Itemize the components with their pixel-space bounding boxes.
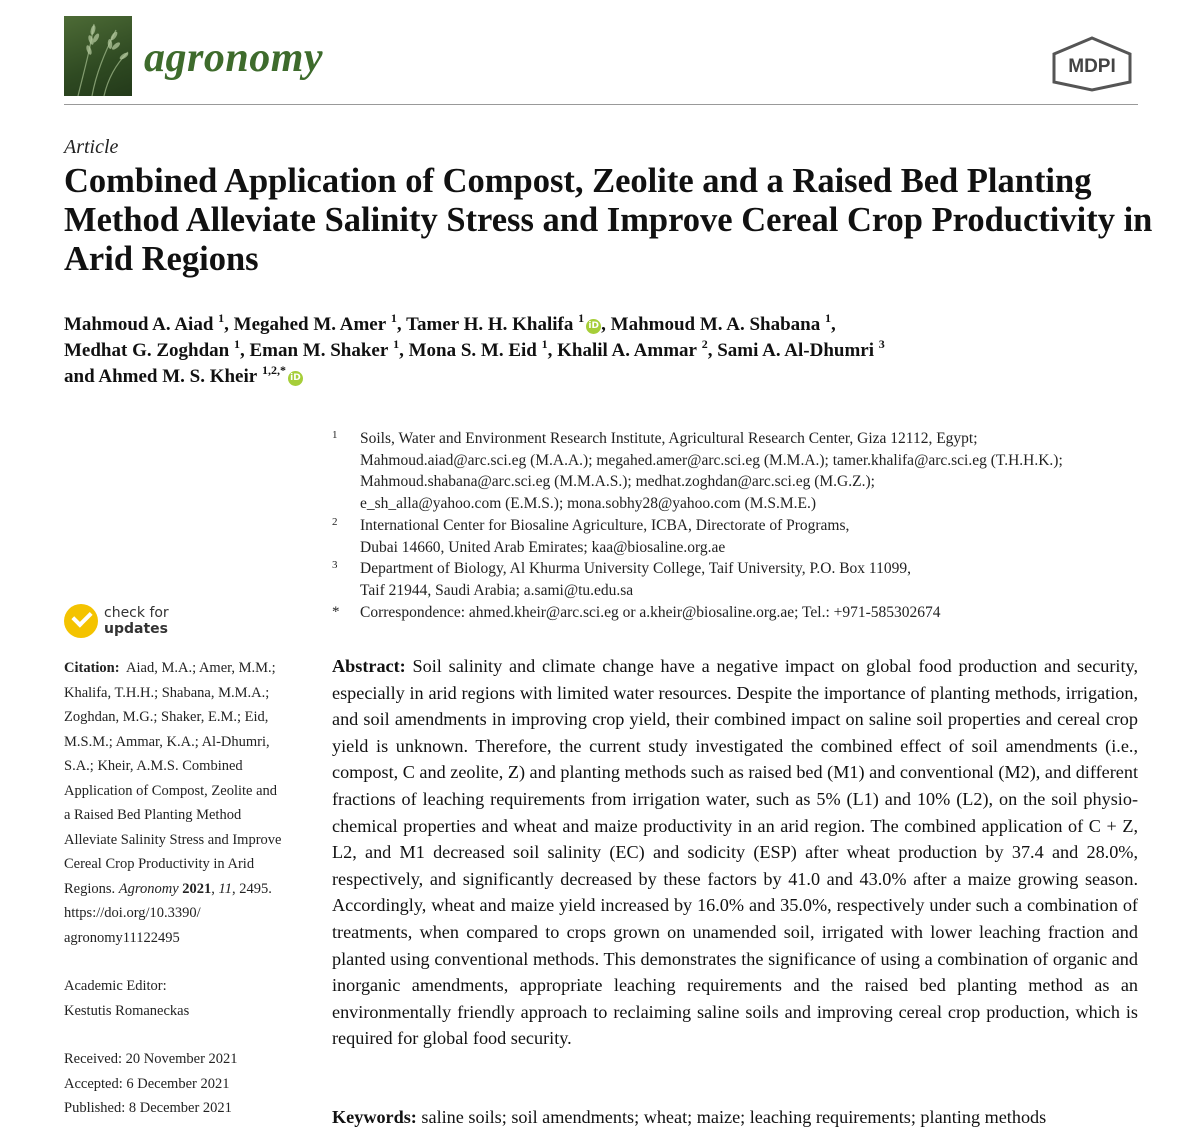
- citation-journal: Agronomy: [118, 880, 179, 897]
- keywords-text: saline soils; soil amendments; wheat; maize; leaching requirements; planting methods: [421, 1107, 1047, 1127]
- orcid-icon[interactable]: iD: [586, 319, 601, 334]
- check-updates-label-bold: updates: [104, 621, 168, 637]
- separator: ,: [224, 314, 234, 335]
- author-name[interactable]: Mona S. M. Eid: [408, 340, 537, 361]
- author-line: [64, 364, 1144, 390]
- affiliation-1: [332, 428, 1162, 515]
- check-updates-label: check for: [104, 605, 169, 621]
- author-name[interactable]: Ahmed M. S. Kheir: [98, 366, 258, 387]
- author-name[interactable]: Sami A. Al-Dhumri: [717, 340, 874, 361]
- citation-line: Regions. Agronomy 2021, 11, 2495.: [64, 880, 272, 897]
- spacer: [64, 1023, 314, 1047]
- separator: ,: [399, 340, 409, 361]
- affiliation-2: [332, 515, 1162, 558]
- accepted-date: Accepted: 6 December 2021: [64, 1075, 230, 1092]
- citation-line: a Raised Bed Planting Method: [64, 807, 242, 823]
- published-date: Published: 8 December 2021: [64, 1100, 232, 1116]
- affiliation-text: International Center for Biosaline Agriculture, ICBA, Directorate of Programs,: [360, 516, 850, 534]
- affiliation-mark: 1: [578, 311, 585, 325]
- citation-text: Regions.: [64, 880, 119, 897]
- affiliation-mark: 3: [878, 337, 885, 351]
- received-date: Received: 20 November 2021: [64, 1051, 238, 1067]
- separator: ,: [547, 340, 558, 361]
- header-divider: [64, 104, 1138, 105]
- author-name[interactable]: Megahed M. Amer: [233, 314, 387, 335]
- affiliation-emails[interactable]: e_sh_alla@yahoo.com (E.M.S.); mona.sobhy28@yahoo.com (M.S.M.E.): [360, 495, 817, 513]
- citation-text: Aiad, M.A.; Amer, M.M.;: [126, 660, 276, 676]
- author-name[interactable]: Mahmoud M. A. Shabana: [610, 314, 821, 335]
- author-name[interactable]: Mahmoud A. Aiad: [64, 314, 214, 335]
- author-line: [64, 338, 1144, 364]
- citation-label: Citation:: [64, 660, 120, 676]
- affiliation-mark: 2: [701, 337, 708, 351]
- keywords-label: Keywords:: [332, 1107, 417, 1127]
- separator: ,: [830, 314, 836, 335]
- affiliation-text: Soils, Water and Environment Research Institute, Agricultural Research Center, Giza 12112, Egypt;: [360, 430, 978, 447]
- affiliation-emails[interactable]: Taif 21944, Saudi Arabia; a.sami@tu.edu.sa: [360, 581, 634, 599]
- separator: ,: [239, 340, 250, 361]
- citation-line: S.A.; Kheir, A.M.S. Combined: [64, 758, 243, 774]
- author-name[interactable]: Khalil A. Ammar: [557, 340, 697, 361]
- article-type: Article: [64, 136, 119, 158]
- citation-line: [64, 656, 314, 681]
- affiliation-mark: 1: [390, 311, 397, 325]
- author-list: [64, 312, 1144, 390]
- abstract-text: Soil salinity and climate change have a negative impact on global food production and security, especially in arid regions with limited water resources. Despite the importance of planting methods, irrigation, and soil amendments in improving crop yield, their combined impact on saline soil properties and cereal crop yield is unknown. Therefore, the current study investigated the combined effect of soil amendments (i.e., compost, C and zeolite, Z) and planting methods such as raised bed (M1) and conventional (M2), and different fractions of leaching requirements from irrigation water, such as 5% (L1) and 10% (L2), on the soil physio-chemical properties and wheat and maize productivity in an arid region. The combined application of C + Z, L2, and M1 decreased soil salinity (EC) and sodicity (ESP) after wheat production by 37.4 and 28.0%, respectively, and significantly decreased by these factors by 41.0 and 43.0% after a maize growing season. Accordingly, wheat and maize yield increased by 16.0% and 35.0%, respectively under such a combination of treatments, when compared to crops grown on unamended soil, irrigated with lower leaching fraction and planted using conventional methods. This demonstrates the significance of using a combination of organic and inorganic amendments, appropriate leaching requirements and the raised bed planting method as an environmentally friendly approach to reclaiming saline soils and improving cereal crop production, which is required for global food security.: [332, 656, 1138, 1049]
- correspondence-mark: *: [332, 603, 340, 620]
- affiliation-emails[interactable]: Mahmoud.shabana@arc.sci.eg (M.M.A.S.); medhat.zoghdan@arc.sci.eg (M.G.Z.);: [360, 473, 875, 491]
- correspondence-text[interactable]: Correspondence: ahmed.kheir@arc.sci.eg or a.kheir@biosaline.org.ae; Tel.: +971-585302674: [360, 603, 941, 621]
- author-line: [64, 312, 1144, 338]
- separator: ,: [601, 314, 611, 335]
- author-prefix: and: [64, 366, 99, 387]
- affiliation-emails[interactable]: Dubai 14660, United Arab Emirates; kaa@biosaline.org.ae: [360, 538, 726, 556]
- affiliation-mark: 1: [393, 337, 400, 351]
- correspondence: [332, 602, 1162, 624]
- author-name[interactable]: Eman M. Shaker: [249, 340, 389, 361]
- affiliation-mark: 1,2,*: [261, 363, 286, 377]
- affiliation-text: Department of Biology, Al Khurma University College, Taif University, P.O. Box 11099,: [360, 560, 911, 578]
- check-for-updates-button[interactable]: [64, 604, 204, 640]
- citation-line: Alleviate Salinity Stress and Improve: [64, 831, 282, 848]
- separator: ,: [707, 340, 718, 361]
- citation-line: Zoghdan, M.G.; Shaker, E.M.; Eid,: [64, 709, 269, 725]
- citation-line: Application of Compost, Zeolite and: [64, 782, 278, 799]
- affiliation-emails[interactable]: Mahmoud.aiad@arc.sci.eg (M.A.A.); megahed.amer@arc.sci.eg (M.M.A.); tamer.khalifa@arc.sci.eg (T.H.H.K.);: [360, 451, 1063, 469]
- author-name[interactable]: Medhat G. Zoghdan: [64, 340, 230, 361]
- citation-pages: , 2495.: [231, 880, 272, 897]
- doi-link[interactable]: https://doi.org/10.3390/: [64, 905, 201, 921]
- citation-volume: 11: [218, 880, 232, 897]
- affiliation-number: 1: [332, 429, 338, 441]
- affiliation-number: 2: [332, 515, 338, 528]
- publisher-logo[interactable]: [1046, 36, 1138, 92]
- affiliation-mark: 1: [233, 337, 240, 351]
- keywords: [332, 1104, 1152, 1130]
- article-title: Combined Application of Compost, Zeolite and a Raised Bed Planting Method Alleviate Salinity Stress and Improve Cereal Crop Productivity in Arid Regions: [64, 162, 1153, 278]
- affiliation-mark: 1: [218, 311, 225, 325]
- affiliation-mark: 1: [541, 337, 548, 351]
- publisher-name: MDPI: [1068, 56, 1116, 77]
- affiliation-number: 3: [332, 559, 338, 572]
- journal-logo: [64, 16, 132, 96]
- affiliation-3: [332, 558, 1162, 601]
- editor-name: Kestutis Romaneckas: [64, 1002, 190, 1019]
- doi-link[interactable]: agronomy11122495: [64, 929, 180, 946]
- orcid-icon[interactable]: iD: [288, 371, 303, 386]
- author-name[interactable]: Tamer H. H. Khalifa: [406, 314, 574, 335]
- checkmark-icon: [64, 604, 98, 638]
- spacer: [64, 950, 314, 974]
- sidebar: [64, 656, 314, 1121]
- citation-line: Cereal Crop Productivity in Arid: [64, 856, 255, 872]
- abstract-label: Abstract:: [332, 656, 406, 676]
- citation-year: 2021: [182, 880, 212, 897]
- affiliation-mark: 1: [824, 311, 831, 325]
- affiliations: [332, 428, 1162, 623]
- citation-line: M.S.M.; Ammar, K.A.; Al-Dhumri,: [64, 733, 270, 750]
- citation-line: Khalifa, T.H.H.; Shabana, M.M.A.;: [64, 684, 270, 701]
- separator: ,: [396, 314, 407, 335]
- journal-name[interactable]: agronomy: [144, 35, 324, 81]
- wheat-icon: [64, 16, 132, 96]
- editor-label: Academic Editor:: [64, 978, 167, 994]
- abstract: [332, 653, 1138, 1052]
